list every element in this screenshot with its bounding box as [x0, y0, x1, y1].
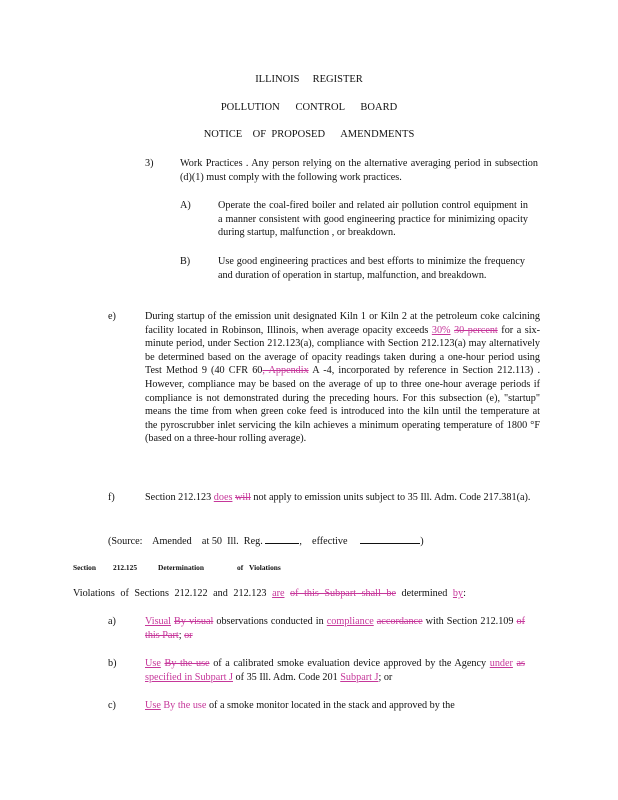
item-3-text: Work Practices . Any person relying on the alternative averaging period in subsection (d)(1) must comply with the following work practices. [180, 158, 538, 183]
violations-colon: : [463, 588, 466, 599]
item-b-text-3: ; or [378, 671, 393, 683]
source-note [108, 533, 424, 549]
item-e-text-2: for a six-minute period, under Section 212.123(a), compliance with Section 212.123(a) may alternatively be determined based on the average of opacity readings taken during a one-hour period using Test Method 9 (40 CFR 60 [145, 324, 541, 377]
deleted-text: of this Subpart shall be [290, 588, 396, 599]
inserted-text: Visual [145, 616, 171, 627]
item-a-text-1: observations conducted in [216, 616, 324, 627]
item-c-text [145, 699, 525, 713]
item-3a-text: Operate the coal-fired boiler and related air pollution control equipment in a manner consistent with good engineering practice for minimizing opacity during startup, malfunction , or breakdown. [218, 200, 528, 239]
deleted-text: or [184, 629, 193, 641]
board-title: POLLUTION CONTROL BOARD [220, 102, 398, 113]
violations-intro [73, 587, 466, 601]
reg-blank [265, 533, 299, 544]
item-a-text-2: with Section 212.109 [425, 616, 514, 627]
item-3a-label: A) [180, 200, 191, 211]
deleted-text: of this Part [145, 616, 526, 641]
section-title-of: of [237, 563, 244, 572]
inserted-text: Use [145, 700, 161, 711]
section-title-violations: Violations [249, 563, 281, 572]
item-a-label: a) [108, 616, 116, 627]
section-label: Section [73, 563, 96, 572]
item-f-text [145, 491, 538, 505]
item-e-text-1: During startup of the emission unit designated Kiln 1 or Kiln 2 at the petroleum coke calcining facility located in Robinson, Illinois, when average opacity exceeds [145, 311, 540, 336]
inserted-text: 30% [431, 324, 451, 336]
violations-text-2: determined [401, 588, 448, 599]
source-suffix: ) [420, 536, 424, 547]
item-e-label: e) [108, 311, 116, 322]
deleted-text: will [235, 492, 251, 503]
deleted-text: , Appendix [262, 365, 309, 377]
item-f-text-2: not apply to emission units subject to 35 Ill. Adm. Code 217.381(a). [253, 492, 531, 503]
item-b-label: b) [108, 658, 117, 669]
item-b-text-2: of 35 Ill. Adm. Code 201 [235, 671, 338, 683]
inserted-text: under [489, 658, 513, 669]
item-3-label: 3) [145, 158, 154, 169]
section-number: 212.125 [113, 563, 138, 572]
item-3b-text: Use good engineering practices and best efforts to minimize the frequency and duration of operation in startup, malfunction, and breakdown. [218, 256, 525, 281]
register-title: ILLINOIS REGISTER [255, 74, 363, 85]
item-c-text-1: of a smoke monitor located in the stack and approved by the [208, 700, 455, 711]
deleted-text: By the use [164, 658, 210, 669]
date-blank [360, 533, 420, 544]
inserted-text: are [272, 588, 285, 599]
section-title: Determination [158, 563, 204, 572]
item-e-text [145, 310, 540, 446]
deleted-text: accordance [376, 616, 423, 627]
inserted-text: compliance [326, 616, 374, 627]
item-b-text-1: of a calibrated smoke evaluation device approved by the Agency [213, 658, 487, 669]
source-mid: , effective [299, 536, 348, 547]
item-3b-label: B) [180, 256, 191, 267]
source-prefix: (Source: Amended at 50 Ill. Reg. [108, 536, 263, 547]
item-a-text [145, 615, 525, 642]
item-f-label: f) [108, 492, 115, 503]
item-a-semicolon: ; [178, 629, 182, 641]
violations-text-1: Violations of Sections 212.122 and 212.123 [73, 588, 267, 599]
notice-title: NOTICE OF PROPOSED AMENDMENTS [203, 129, 415, 140]
inserted-text: Use [145, 658, 161, 669]
deleted-text: 30 percent [454, 324, 498, 336]
item-b-text [145, 657, 525, 684]
deleted-text: as [516, 658, 526, 669]
item-e-text-3: A -4, incorporated by reference in Section 212.113) . However, compliance may be based on the average of up to three one-hour average periods if compliance is not demonstrated during the preceding hours. For this subsection (e), "startup" means the time from when green coke feed is introduced into the kiln until the temperature at the pyroscrubber inlet servicing the kiln achieves a minimum operating temperature of 1800 °F (based on a three-hour rolling average). [145, 365, 541, 445]
inserted-text: by [452, 588, 464, 599]
inserted-text: By the use [163, 700, 207, 711]
inserted-text: Subpart J [340, 671, 379, 683]
item-c-label: c) [108, 700, 116, 711]
item-f-text-1: Section 212.123 [145, 492, 212, 503]
inserted-text: specified in Subpart J [145, 671, 233, 683]
deleted-text: By visual [174, 616, 214, 627]
inserted-text: does [213, 492, 233, 503]
